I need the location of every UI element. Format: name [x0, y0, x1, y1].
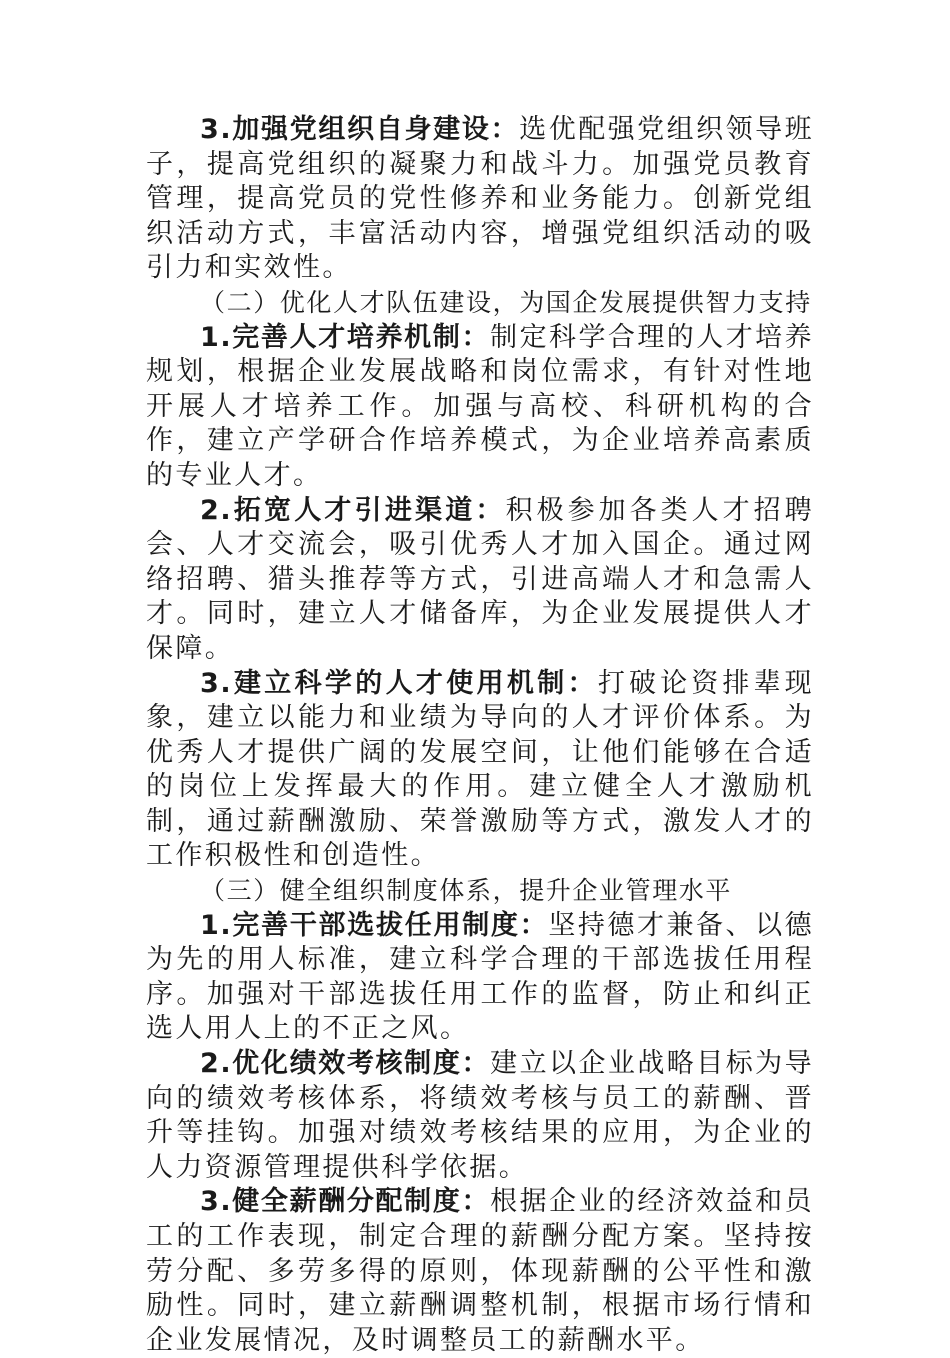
paragraph-text: 建立以企业战略目标为导向的绩效考核体系，将绩效考核与员工的薪酬、晋升等挂钩。加强对绩效考核结果的应用，为企业的人力资源管理提供科学依据。 [146, 1048, 814, 1183]
paragraph-text: 打破论资排辈现象，建立以能力和业绩为导向的人才评价体系。为优秀人才提供广阔的发展空间，让他们能够在合适的岗位上发挥最大的作用。建立健全人才激励机制，通过薪酬激励、荣誉激励等方式，激发人才的工作积极性和创造性。 [146, 667, 814, 872]
paragraph-lead: 1.完善干部选拔任用制度： [200, 909, 549, 941]
paragraph-lead: 3.健全薪酬分配制度： [200, 1186, 491, 1218]
paragraph-lead: 2.拓宽人才引进渠道： [200, 494, 506, 526]
paragraph-text: 积极参加各类人才招聘会、人才交流会，吸引优秀人才加入国企。通过网络招聘、猎头推荐等方式，引进高端人才和急需人才。同时，建立人才储备库，为企业发展提供人才保障。 [146, 494, 814, 664]
paragraph-text: 制定科学合理的人才培养规划，根据企业发展战略和岗位需求，有针对性地开展人才培养工作。加强与高校、科研机构的合作，建立产学研合作培养模式，为企业培养高素质的专业人才。 [146, 321, 814, 491]
paragraph-party-self-building [146, 113, 814, 286]
paragraph-talent-training [146, 321, 814, 494]
paragraph-performance-review [146, 1047, 814, 1185]
paragraph-lead: 3.加强党组织自身建设： [200, 114, 520, 145]
paragraph-talent-usage [146, 667, 814, 875]
paragraph-cadre-selection [146, 909, 814, 1047]
paragraph-compensation [146, 1185, 814, 1358]
section-heading-talent: （二）优化人才队伍建设，为国企发展提供智力支持 [200, 287, 812, 317]
paragraph-text: 选优配强党组织领导班子，提高党组织的凝聚力和战斗力。加强党员教育管理，提高党员的党性修养和业务能力。创新党组织活动方式，丰富活动内容，增强党组织活动的吸引力和实效性。 [146, 114, 815, 284]
section-heading-institutions: （三）健全组织制度体系，提升企业管理水平 [200, 876, 733, 906]
paragraph-text: 坚持德才兼备、以德为先的用人标准，建立科学合理的干部选拔任用程序。加强对干部选拔任用工作的监督，防止和纠正选人用人上的不正之风。 [146, 909, 814, 1045]
paragraph-text: 根据企业的经济效益和员工的工作表现，制定合理的薪酬分配方案。坚持按劳分配、多劳多得的原则，体现薪酬的公平性和激励性。同时，建立薪酬调整机制，根据市场行情和企业发展情况，及时调整员工的薪酬水平。 [146, 1186, 814, 1356]
paragraph-lead: 1.完善人才培养机制： [200, 321, 491, 353]
document-body [146, 113, 814, 1358]
paragraph-talent-recruitment [146, 494, 814, 667]
paragraph-lead: 3.建立科学的人才使用机制： [200, 667, 598, 699]
paragraph-lead: 2.优化绩效考核制度： [200, 1048, 491, 1080]
